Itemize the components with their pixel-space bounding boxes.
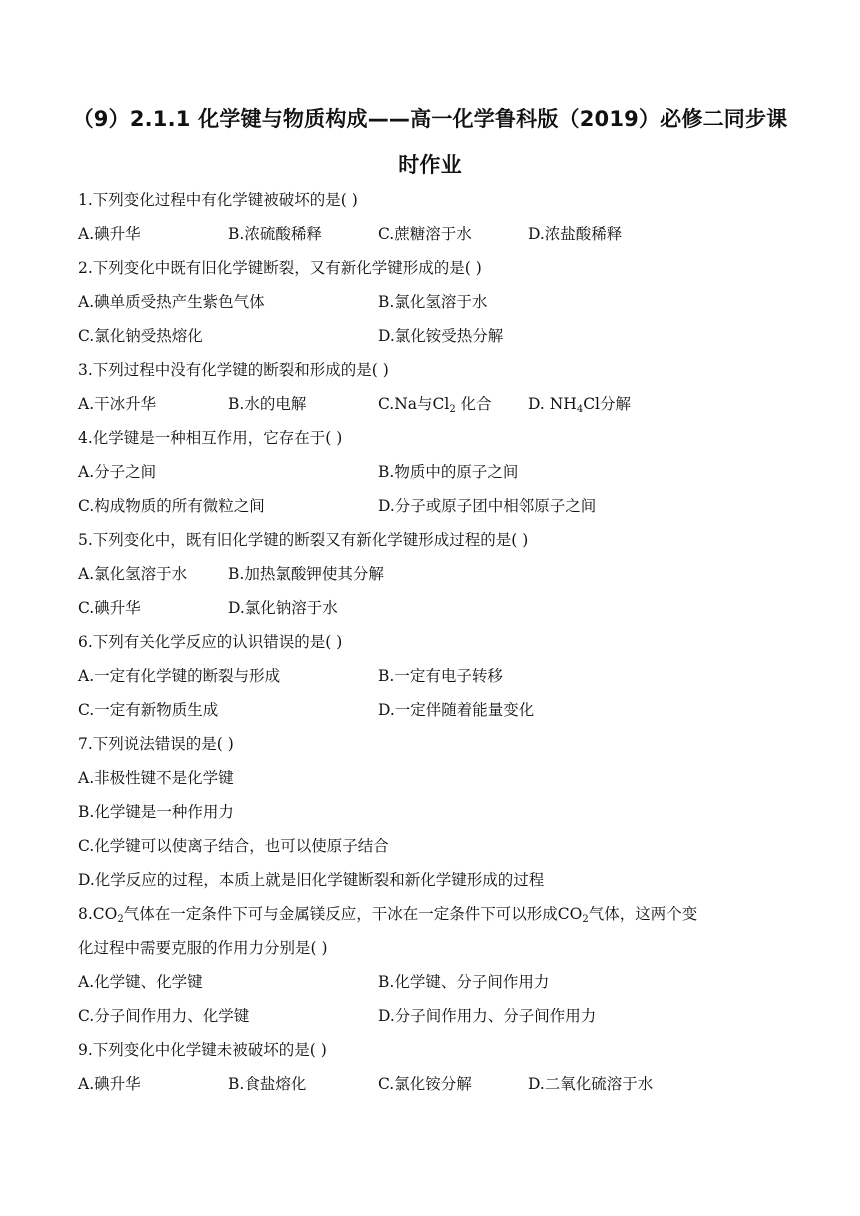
stem-number: 8. xyxy=(78,905,93,923)
option-a: A.干冰升华 xyxy=(78,395,157,413)
option-d xyxy=(528,393,631,415)
question-7-option-b: B.化学键是一种作用力 xyxy=(78,803,234,821)
subscript: 4 xyxy=(576,404,584,415)
question-4-options-row-2 xyxy=(78,495,778,517)
option-d: D.氯化钠溶于水 xyxy=(228,599,338,617)
question-1-stem: 1.下列变化过程中有化学键被破坏的是( ) xyxy=(78,191,358,209)
option-a: A.碘单质受热产生紫色气体 xyxy=(78,293,265,311)
option-c: C.一定有新物质生成 xyxy=(78,701,219,719)
option-d-suffix: Cl分解 xyxy=(583,395,632,413)
option-a: A.氯化氢溶于水 xyxy=(78,565,188,583)
option-d-text: D. NH xyxy=(528,395,577,413)
option-b: B.化学键、分子间作用力 xyxy=(378,973,550,991)
option-a: A.化学键、化学键 xyxy=(78,973,203,991)
option-c-suffix: 化合 xyxy=(460,395,492,413)
question-2-options-row-2 xyxy=(78,325,778,347)
option-c-text: C.Na与Cl xyxy=(378,395,450,413)
option-d: D.分子间作用力、分子间作用力 xyxy=(378,1007,597,1025)
question-7-stem: 7.下列说法错误的是( ) xyxy=(78,735,234,753)
question-7-option-a: A.非极性键不是化学键 xyxy=(78,769,234,787)
option-c: C.构成物质的所有微粒之间 xyxy=(78,497,265,515)
subscript: 2 xyxy=(582,914,589,925)
option-b: B.一定有电子转移 xyxy=(378,667,503,685)
option-b: B.食盐熔化 xyxy=(228,1075,307,1093)
option-c: C.分子间作用力、化学键 xyxy=(78,1007,250,1025)
option-b: B.加热氯酸钾使其分解 xyxy=(228,565,384,583)
document-title xyxy=(70,96,790,188)
option-d: D.分子或原子团中相邻原子之间 xyxy=(378,497,597,515)
option-b: B.水的电解 xyxy=(228,395,307,413)
question-5-options-row-1 xyxy=(78,563,778,585)
option-d: D.一定伴随着能量变化 xyxy=(378,701,535,719)
question-8-options-row-2 xyxy=(78,1005,778,1027)
option-d: D.浓盐酸稀释 xyxy=(528,225,623,243)
option-a: A.一定有化学键的断裂与形成 xyxy=(78,667,281,685)
question-6-options-row-1 xyxy=(78,665,778,687)
option-c: C.碘升华 xyxy=(78,599,141,617)
subscript: 2 xyxy=(449,404,456,415)
formula-co2: CO xyxy=(557,905,583,923)
stem-text: 气体，这两个变 xyxy=(588,905,698,923)
question-4-options-row-1 xyxy=(78,461,778,483)
question-7-option-d: D.化学反应的过程，本质上就是旧化学键断裂和新化学键形成的过程 xyxy=(78,871,545,889)
option-a: A.分子之间 xyxy=(78,463,157,481)
question-3-stem: 3.下列过程中没有化学键的断裂和形成的是( ) xyxy=(78,361,389,379)
question-6-options-row-2 xyxy=(78,699,778,721)
question-5-stem: 5.下列变化中，既有旧化学键的断裂又有新化学键形成过程的是( ) xyxy=(78,531,529,549)
formula-co2: CO xyxy=(92,905,118,923)
question-9-stem: 9.下列变化中化学键未被破坏的是( ) xyxy=(78,1041,327,1059)
question-2-stem: 2.下列变化中既有旧化学键断裂，又有新化学键形成的是( ) xyxy=(78,259,482,277)
subscript: 2 xyxy=(117,914,124,925)
question-8-options-row-1 xyxy=(78,971,778,993)
option-b: B.浓硫酸稀释 xyxy=(228,225,322,243)
question-8-stem-line-1 xyxy=(78,903,697,925)
option-b: B.氯化氢溶于水 xyxy=(378,293,488,311)
question-2-options-row-1 xyxy=(78,291,778,313)
option-c xyxy=(378,393,492,415)
question-7-option-c: C.化学键可以使离子结合，也可以使原子结合 xyxy=(78,837,389,855)
title-line-2: 时作业 xyxy=(398,153,462,177)
option-d: D.氯化铵受热分解 xyxy=(378,327,504,345)
title-line-1: （9）2.1.1 化学键与物质构成——高一化学鲁科版（2019）必修二同步课 xyxy=(72,107,788,131)
question-4-stem: 4.化学键是一种相互作用，它存在于( ) xyxy=(78,429,343,447)
question-3-options xyxy=(78,393,778,415)
question-8-stem-line-2: 化过程中需要克服的作用力分别是( ) xyxy=(78,939,328,957)
question-1-options xyxy=(78,223,778,245)
option-c: C.氯化铵分解 xyxy=(378,1075,472,1093)
option-b: B.物质中的原子之间 xyxy=(378,463,519,481)
option-a: A.碘升华 xyxy=(78,1075,141,1093)
question-9-options xyxy=(78,1073,778,1095)
option-d: D.二氧化硫溶于水 xyxy=(528,1075,654,1093)
option-a: A.碘升华 xyxy=(78,225,141,243)
question-6-stem: 6.下列有关化学反应的认识错误的是( ) xyxy=(78,633,343,651)
option-c: C.氯化钠受热熔化 xyxy=(78,327,203,345)
question-5-options-row-2 xyxy=(78,597,778,619)
stem-text: 气体在一定条件下可与金属镁反应，干冰在一定条件下可以形成 xyxy=(123,905,558,923)
option-c: C.蔗糖溶于水 xyxy=(378,225,472,243)
